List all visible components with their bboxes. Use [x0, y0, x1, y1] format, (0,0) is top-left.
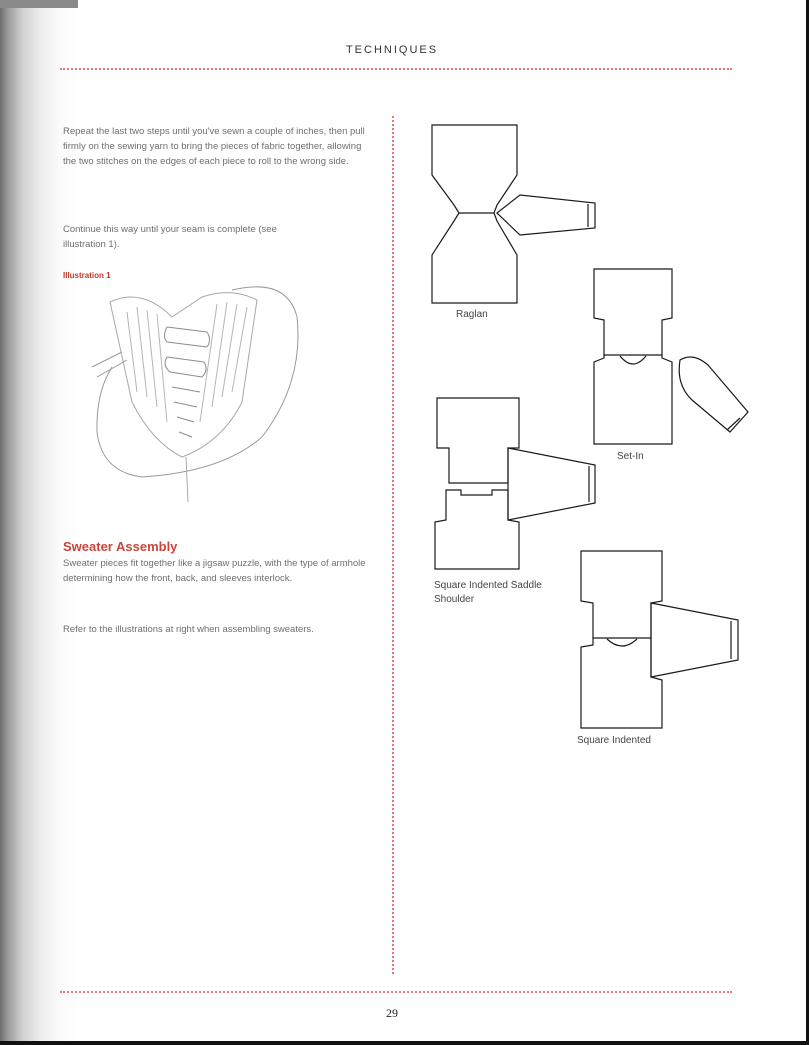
- caption-raglan: Raglan: [456, 309, 488, 320]
- caption-set-in: Set-In: [617, 451, 644, 462]
- paragraph-assembly: Sweater pieces fit together like a jigsaw puzzle, with the type of armhole determining how the front, back, and sleeves interlock.: [63, 558, 366, 584]
- section-heading: Sweater Assembly: [63, 539, 178, 554]
- saddle-diagram: [435, 398, 595, 569]
- illustration-label: Illustration 1: [63, 271, 111, 280]
- square-indented-diagram: [581, 551, 738, 728]
- bottom-dotted-rule: [60, 991, 732, 993]
- caption-saddle-shoulder: Square Indented Saddle Shoulder: [434, 580, 542, 605]
- section-header: TECHNIQUES: [345, 44, 439, 56]
- page-number: 29: [386, 1006, 398, 1020]
- paragraph-refer: Refer to the illustrations at right when assembling sweaters.: [63, 624, 314, 635]
- raglan-diagram: [432, 125, 595, 303]
- paragraph-continue: Continue this way until your seam is complete (see illustration 1).: [63, 224, 277, 250]
- set-in-diagram: [594, 269, 748, 444]
- caption-square-indented: Square Indented: [577, 735, 651, 746]
- paragraph-repeat-steps: Repeat the last two steps until you've sewn a couple of inches, then pull firmly on the sewing yarn to bring the pieces of fabric together, allowing the two stitches on the edges of each piece to roll to the wrong side.: [63, 126, 365, 167]
